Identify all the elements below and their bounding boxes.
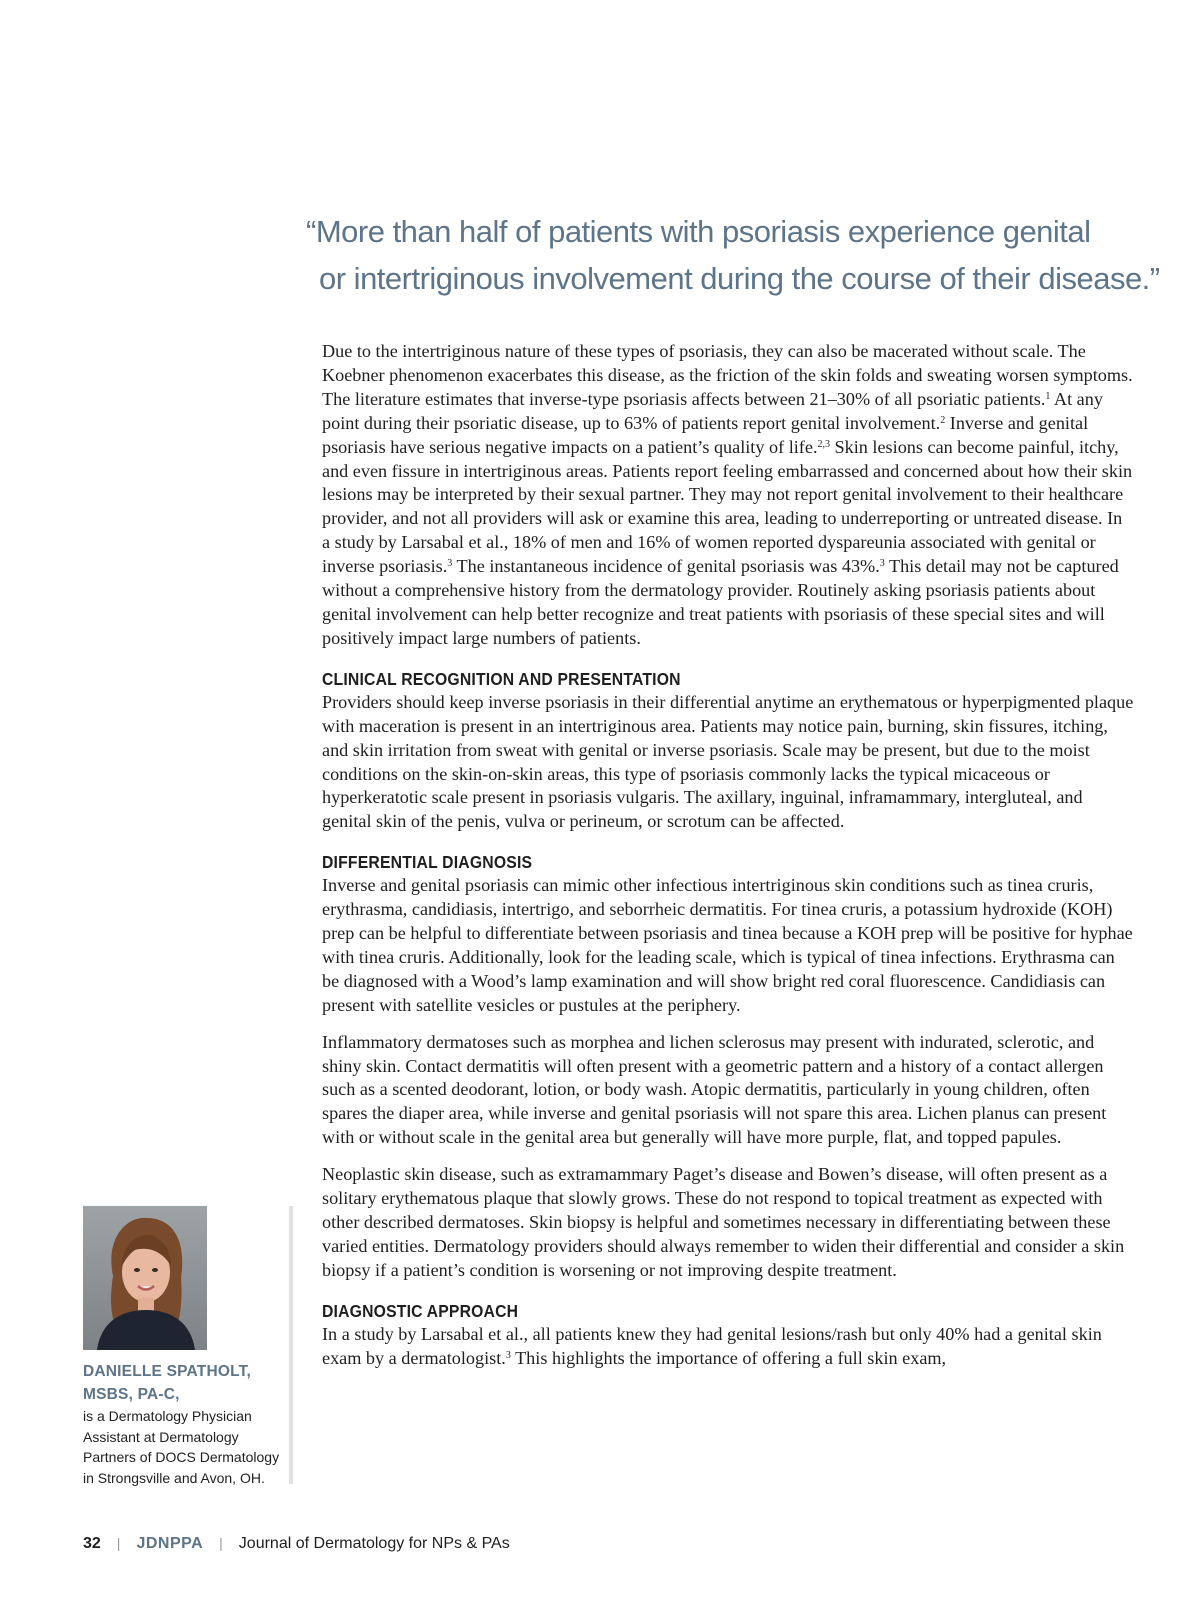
citation-5: 3 [879, 558, 885, 570]
author-photo [83, 1206, 207, 1350]
sidebar-divider [289, 1206, 293, 1484]
citation-3: 2,3 [817, 438, 830, 450]
pull-quote-line-1: “More than half of patients with psoriasis experience genital [306, 214, 1091, 249]
footer-separator-1: | [116, 1535, 121, 1551]
journal-name: Journal of Dermatology for NPs & PAs [238, 1535, 510, 1552]
citation-2: 2 [940, 414, 946, 426]
pull-quote [306, 208, 1166, 302]
differential-heading: DIFFERENTIAL DIAGNOSIS [322, 852, 533, 873]
pull-quote-line-2: or intertriginous involvement during the course of their disease.” [319, 261, 1160, 296]
citation-1: 1 [1045, 390, 1051, 402]
page-footer [83, 1535, 510, 1553]
author-name: DANIELLE SPATHOLT, MSBS, PA-C, [83, 1363, 252, 1403]
intro-text-5: The instantaneous incidence of genital psoriasis was 43%. [452, 556, 880, 577]
author-portrait-image [83, 1206, 207, 1350]
author-bio [83, 1360, 283, 1488]
diagnostic-paragraph [322, 1323, 1134, 1371]
intro-text-2: At any point during their psoriatic disease, up to 63% of patients report genital involvement. [322, 388, 1103, 433]
article-body [322, 340, 1134, 1371]
intro-paragraph [322, 340, 1134, 651]
clinical-heading: CLINICAL RECOGNITION AND PRESENTATION [322, 668, 681, 689]
diagnostic-text-1: In a study by Larsabal et al., all patients knew they had genital lesions/rash but only 40% had a genital skin exam by a dermatologist. [322, 1323, 1102, 1368]
intro-text-3: Inverse and genital psoriasis have serious negative impacts on a patient’s quality of life. [322, 412, 1089, 457]
intro-text-1: Due to the intertriginous nature of these types of psoriasis, they can also be macerated without scale. The Koebner phenomenon exacerbates this disease, as the friction of the skin folds and sweating worsen symptoms. The literature estimates that inverse-type psoriasis affects between 21–30% of all psoriatic patients. [322, 341, 1133, 409]
footer-separator-2: | [219, 1535, 223, 1551]
diagnostic-heading: DIAGNOSTIC APPROACH [322, 1300, 519, 1321]
differential-paragraph-1: Inverse and genital psoriasis can mimic other infectious intertriginous skin conditions such as tinea cruris, erythrasma, candidiasis, intertrigo, and seborrheic dermatitis. For tinea cruris, a potassium hydroxide (KOH) prep can be helpful to differentiate between psoriasis and tinea because a KOH prep will be positive for hyphae with tinea cruris. Additionally, look for the leading scale, which is typical of tinea infections. Erythrasma can be diagnosed with a Wood’s lamp examination and will show bright red coral fluorescence. Candidiasis can present with satellite vesicles or pustules at the periphery. [322, 875, 1133, 1015]
differential-paragraph-3: Neoplastic skin disease, such as extramammary Paget’s disease and Bowen’s disease, will often present as a solitary erythematous plaque that slowly grows. These do not respond to topical treatment as expected with other described dermatoses. Skin biopsy is helpful and sometimes necessary in differentiating between these varied entities. Dermatology providers should always remember to widen their differential and consider a skin biopsy if a patient’s condition is worsening or not improving despite treatment. [322, 1164, 1125, 1280]
differential-paragraph-2: Inflammatory dermatoses such as morphea and lichen sclerosus may present with indurated, sclerotic, and shiny skin. Contact dermatitis will often present with a geometric pattern and a history of a contact allergen such as a scented deodorant, lotion, or body wash. Atopic dermatitis, particularly in young children, often spares the diaper area, while inverse and genital psoriasis will not spare this area. Lichen planus can present with or without scale in the genital area but generally will have more purple, flat, and topped papules. [322, 1031, 1107, 1148]
diagnostic-text-2: This highlights the importance of offering a full skin exam, [510, 1347, 947, 1368]
clinical-paragraph: Providers should keep inverse psoriasis in their differential anytime an erythematous or hyperpigmented plaque with maceration is present in an intertriginous area. Patients may notice pain, burning, skin fissures, itching, and skin irritation from sweat with genital or inverse psoriasis. Scale may be present, but due to the moist conditions on the skin-on-skin areas, this type of psoriasis commonly lacks the typical micaceous or hyperkeratotic scale present in psoriasis vulgaris. The axillary, inguinal, inframammary, intergluteal, and genital skin of the penis, vulva or perineum, or scrotum can be affected. [322, 691, 1134, 832]
author-description: is a Dermatology Physician Assistant at Dermatology Partners of DOCS Dermatology in Strongsville and Avon, OH. [83, 1408, 280, 1486]
intro-text-4: Skin lesions can become painful, itchy, and even fissure in intertriginous areas. Patients report feeling embarrassed and concerned about how their skin lesions may be interpreted by their sexual partner. They may not report genital involvement to their healthcare provider, and not all providers will ask or examine this area, leading to underreporting or untreated disease. In a study by Larsabal et al., 18% of men and 16% of women reported dyspareunia associated with genital or inverse psoriasis. [322, 436, 1133, 577]
page-number: 32 [83, 1535, 101, 1552]
intro-text-6: This detail may not be captured without a comprehensive history from the dermatology provider. Routinely asking psoriasis patients about genital involvement can help better recognize and treat patients with psoriasis of these special sites and will positively impact large numbers of patients. [322, 556, 1119, 648]
citation-6: 3 [505, 1349, 511, 1361]
journal-abbreviation: JDNPPA [136, 1535, 204, 1552]
citation-4: 3 [447, 558, 453, 570]
